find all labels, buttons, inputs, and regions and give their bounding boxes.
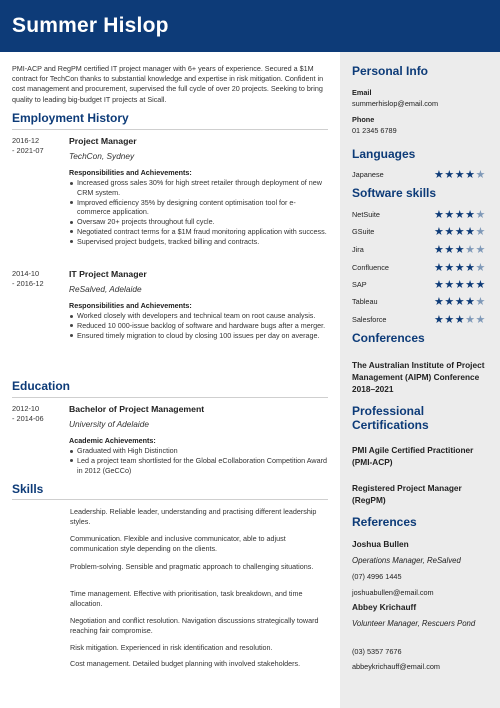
star-filled-icon: ★ [454,279,466,291]
star-filled-icon: ★ [434,296,445,308]
list-item: Increased gross sales 30% for high street retailer through deployment of new CRM system. [69,178,327,198]
reference-name: Abbey Krichauff [352,602,417,612]
list-item: Led a project team shortlisted for the Global eCollaboration Competition Award in 2012 (GeCCo) [69,456,327,476]
star-filled-icon: ★ [434,226,445,238]
section-title-languages: Languages [352,147,416,161]
degree-title: Bachelor of Project Management [69,404,205,414]
software-row [352,262,492,274]
software-name: Tableau [352,297,378,306]
star-filled-icon: ★ [465,296,476,308]
skill-item: Leadership. Reliable leader, understanding and practising different leadership styles. [70,507,317,526]
star-filled-icon: ★ [475,279,486,291]
star-filled-icon: ★ [434,314,445,326]
job-bullet-list [69,311,327,340]
skill-item: Communication. Flexible and inclusive communicator, able to adjust communication style depending on the clients. [70,534,286,553]
star-filled-icon: ★ [454,209,466,221]
star-filled-icon: ★ [434,244,445,256]
star-empty-icon: ★ [465,244,476,256]
reference-email: joshuabullen@email.com [352,588,434,597]
reference-name: Joshua Bullen [352,539,409,549]
reference-email: abbeykrichauff@email.com [352,662,440,671]
star-rating-icon [434,279,486,291]
star-rating-icon [434,226,486,238]
software-name: NetSuite [352,210,380,219]
star-filled-icon: ★ [444,262,455,274]
star-filled-icon: ★ [434,279,445,291]
section-title-references: References [352,515,417,529]
software-name: SAP [352,280,367,289]
star-filled-icon: ★ [465,226,476,238]
job-date: 2016-12 - 2021-07 [12,136,44,155]
language-row [352,169,492,181]
reference-phone: (07) 4996 1445 [352,572,402,581]
star-filled-icon: ★ [454,296,466,308]
star-empty-icon: ★ [465,314,476,326]
star-filled-icon: ★ [434,169,445,181]
star-rating-icon [434,296,486,308]
job-company: ReSalved, Adelaide [69,284,142,294]
section-divider [12,129,328,130]
star-empty-icon: ★ [475,296,486,308]
software-name: Jira [352,245,364,254]
job-title: IT Project Manager [69,269,147,279]
phone-label: Phone [352,115,375,124]
star-filled-icon: ★ [444,169,455,181]
star-filled-icon: ★ [454,314,466,326]
section-title-conferences: Conferences [352,331,425,345]
list-item: Improved efficiency 35% by designing content optimisation tool for e-commerce application. [69,198,327,218]
main-column [12,64,328,105]
list-item: Worked closely with developers and technical team on root cause analysis. [69,311,327,321]
job-achievements-heading: Responsibilities and Achievements: [69,168,192,177]
section-divider [12,397,328,398]
section-title-employment: Employment History [12,111,129,125]
star-filled-icon: ★ [465,209,476,221]
star-empty-icon: ★ [475,169,486,181]
certification-item: Registered Project Manager (RegPM) [352,483,462,505]
job-company: TechCon, Sydney [69,151,135,161]
software-name: GSuite [352,227,375,236]
star-filled-icon: ★ [465,279,476,291]
school-name: University of Adelaide [69,419,149,429]
star-filled-icon: ★ [444,244,455,256]
skill-item: Problem-solving. Sensible and pragmatic approach to challenging situations. [70,562,314,571]
section-title-certifications: Professional Certifications [352,404,429,432]
star-filled-icon: ★ [465,262,476,274]
star-filled-icon: ★ [444,296,455,308]
job-date: 2014-10 - 2016-12 [12,269,44,288]
phone-value: 01 2345 6789 [352,126,397,135]
list-item: Negotiated contract terms for a $1M fraud monitoring application with success. [69,227,327,237]
skill-item: Time management. Effective with prioritisation, task breakdown, and time allocation. [70,589,303,608]
star-empty-icon: ★ [475,244,486,256]
star-rating-icon [434,169,486,181]
reference-role: Volunteer Manager, Rescuers Pond [352,619,476,628]
star-empty-icon: ★ [475,209,486,221]
language-name: Japanese [352,170,384,179]
list-item: Oversaw 20+ projects throughout full cycle. [69,217,327,227]
list-item: Supervised project budgets, tracked billing and contracts. [69,237,327,247]
star-filled-icon: ★ [444,314,455,326]
star-filled-icon: ★ [444,209,455,221]
star-empty-icon: ★ [475,262,486,274]
education-bullet-list [69,446,327,475]
email-label: Email [352,88,372,97]
star-filled-icon: ★ [454,226,466,238]
section-divider [12,499,328,500]
job-title: Project Manager [69,136,137,146]
software-row [352,314,492,326]
star-empty-icon: ★ [475,314,486,326]
software-row [352,279,492,291]
section-title-education: Education [12,379,71,393]
star-filled-icon: ★ [465,169,476,181]
profile-summary: PMI-ACP and RegPM certified IT project manager with 6+ years of experience. Secured a $1M contract for TechCon thanks to substantial knowledge and expertise in risk mitigation. Confident in cost management and procurement, supervised the full cycle of over 20 projects. Seeking to bring quality to leading big-budget IT projects at Sicall. [12,64,324,104]
conference-item: The Australian Institute of Project Management (AIPM) Conference 2018–2021 [352,360,485,394]
star-rating-icon [434,209,486,221]
star-rating-icon [434,244,486,256]
section-title-software-skills: Software skills [352,186,437,200]
software-name: Confluence [352,263,389,272]
software-row [352,244,492,256]
reference-phone: (03) 5357 7676 [352,647,402,656]
star-filled-icon: ★ [454,244,466,256]
list-item: Reduced 10 000-issue backlog of software and hardware bugs after a merger. [69,321,327,331]
skill-item: Cost management. Detailed budget planning with involved stakeholders. [70,659,301,668]
job-achievements-heading: Responsibilities and Achievements: [69,301,192,310]
star-empty-icon: ★ [475,226,486,238]
software-row [352,226,492,238]
software-name: Salesforce [352,315,387,324]
star-filled-icon: ★ [454,169,466,181]
star-rating-icon [434,314,486,326]
star-filled-icon: ★ [444,226,455,238]
list-item: Graduated with High Distinction [69,446,327,456]
software-row [352,296,492,308]
star-filled-icon: ★ [434,209,445,221]
section-title-skills: Skills [12,482,44,496]
software-row [352,209,492,221]
job-bullet-list [69,178,327,247]
section-title-personal-info: Personal Info [352,64,429,78]
skill-item: Negotiation and conflict resolution. Navigation discussions strategically toward reaching fair compromise. [70,616,319,635]
academic-achievements-heading: Academic Achievements: [69,436,156,445]
resume-header [0,0,500,52]
star-rating-icon [434,262,486,274]
list-item: Ensured timely migration to cloud by closing 100 issues per day on average. [69,331,327,341]
email-value: summerhislop@email.com [352,99,439,108]
star-filled-icon: ★ [444,279,455,291]
skill-item: Risk mitigation. Experienced in risk identification and resolution. [70,643,273,652]
education-date: 2012-10 - 2014-06 [12,404,44,423]
star-filled-icon: ★ [434,262,445,274]
star-filled-icon: ★ [454,262,466,274]
candidate-name: Summer Hislop [12,14,169,37]
certification-item: PMI Agile Certified Practitioner (PMI-ACP) [352,445,474,467]
reference-role: Operations Manager, ReSalved [352,556,461,565]
